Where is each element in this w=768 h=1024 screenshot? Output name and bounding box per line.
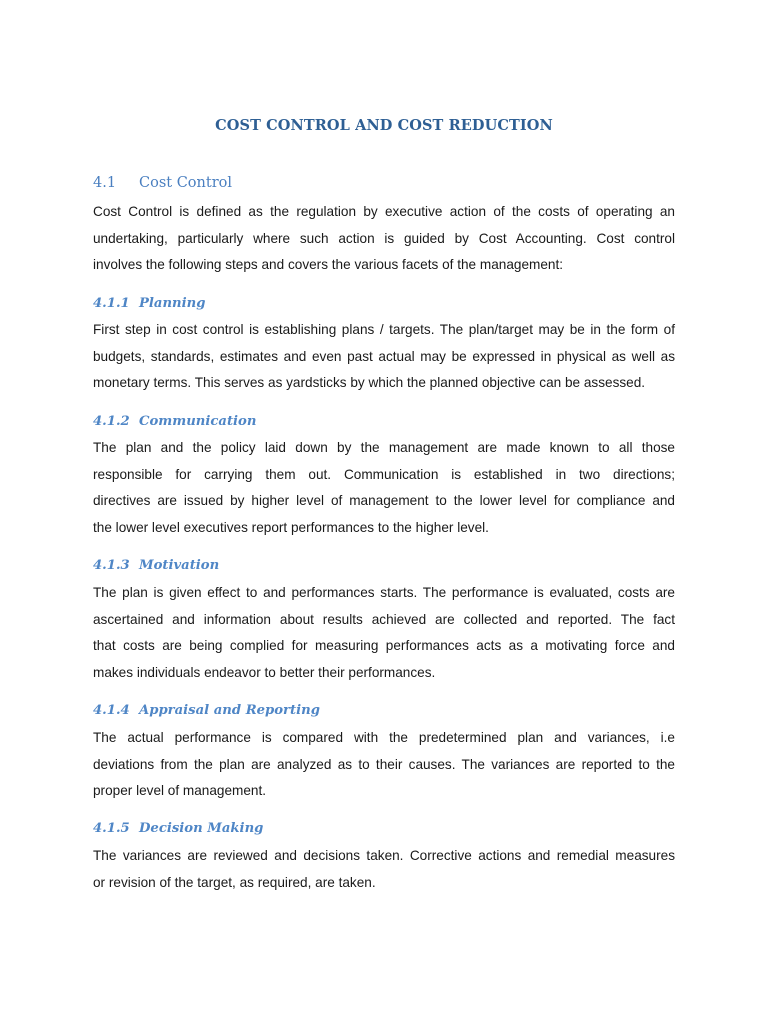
subsection-number: 4.1.4: [93, 703, 130, 718]
paragraph-line: deviations from the plan are analyzed as to their causes. The variances are reported to the: [93, 756, 675, 772]
communication-paragraph: [93, 435, 675, 541]
paragraph-line: The variances are reviewed and decisions taken. Corrective actions and remedial measures: [93, 848, 675, 863]
subsection-title: Decision Making: [139, 821, 264, 836]
appraisal-reporting-paragraph: [93, 725, 675, 805]
paragraph-line: The plan and the policy laid down by the management are made known to all those: [93, 440, 675, 455]
paragraph-line: responsible for carrying them out. Communication is established in two directions;: [93, 466, 675, 482]
subsection-number: 4.1.1: [93, 296, 130, 311]
paragraph-line: undertaking, particularly where such action is guided by Cost Accounting. Cost control: [93, 230, 675, 246]
paragraph-line: First step in cost control is establishing plans / targets. The plan/target may be in the form of: [93, 322, 675, 337]
subsection-title: Planning: [139, 296, 206, 311]
paragraph-line: The plan is given effect to and performances starts. The performance is evaluated, costs are: [93, 585, 675, 600]
subsection-heading-appraisal-reporting: [93, 703, 320, 718]
subsection-number: 4.1.5: [93, 821, 130, 836]
paragraph-line: directives are issued by higher level of management to the lower level for compliance and: [93, 493, 675, 508]
planning-paragraph: [93, 317, 675, 397]
paragraph-line: involves the following steps and covers the various facets of the management:: [93, 257, 563, 272]
section-number: 4.1: [93, 175, 117, 191]
paragraph-line: monetary terms. This serves as yardsticks by which the planned objective can be assessed.: [93, 375, 646, 390]
subsection-heading-communication: [93, 414, 256, 429]
section-intro-paragraph: [93, 199, 675, 279]
document-title: COST CONTROL AND COST REDUCTION: [215, 117, 553, 134]
paragraph-line: proper level of management.: [93, 783, 267, 798]
section-heading-cost-control: [93, 175, 232, 191]
subsection-title: Appraisal and Reporting: [139, 703, 320, 718]
motivation-paragraph: [93, 580, 675, 686]
paragraph-line: that costs are being complied for measuring performances acts as a motivating force and: [93, 638, 675, 653]
subsection-number: 4.1.2: [93, 414, 130, 429]
paragraph-line: makes individuals endeavor to better their performances.: [93, 664, 436, 680]
paragraph-line: Cost Control is defined as the regulation by executive action of the costs of operating an: [93, 204, 675, 219]
subsection-heading-decision-making: [93, 821, 263, 836]
subsection-number: 4.1.3: [93, 558, 130, 573]
section-title: Cost Control: [139, 175, 232, 191]
paragraph-line: budgets, standards, estimates and even past actual may be expressed in physical as well as: [93, 348, 675, 364]
subsection-title: Motivation: [139, 558, 220, 573]
decision-making-paragraph: [93, 843, 675, 896]
subsection-title: Communication: [139, 414, 257, 429]
paragraph-line: The actual performance is compared with the predetermined plan and variances, i.e: [93, 730, 675, 745]
paragraph-line: the lower level executives report performances to the higher level.: [93, 519, 489, 535]
subsection-heading-planning: [93, 296, 205, 311]
paragraph-line: ascertained and information about results achieved are collected and reported. The fact: [93, 611, 675, 627]
paragraph-line: or revision of the target, as required, are taken.: [93, 874, 376, 890]
subsection-heading-motivation: [93, 558, 219, 573]
